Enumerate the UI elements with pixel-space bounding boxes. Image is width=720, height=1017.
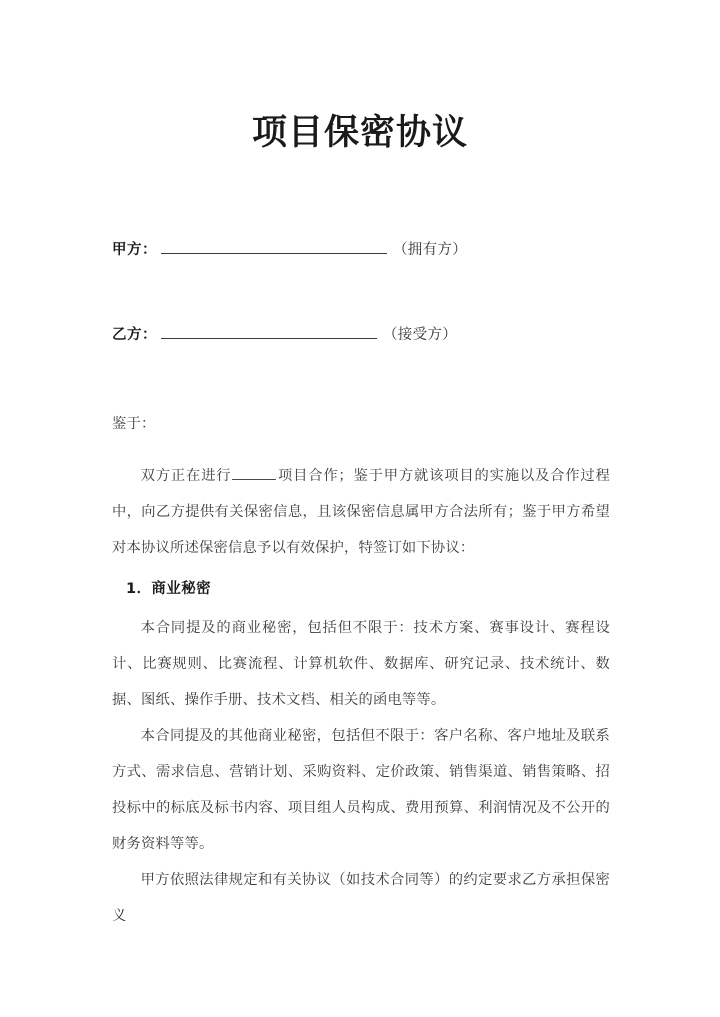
whereas-label: 鉴于： bbox=[112, 416, 156, 432]
section-1-number: 1． bbox=[126, 581, 152, 597]
section-1-paragraph-3: 甲方依照法律规定和有关协议（如技术合同等）的约定要求乙方承担保密义 bbox=[112, 872, 610, 924]
party-b-note: （接受方） bbox=[383, 327, 457, 343]
party-b-blank-field[interactable] bbox=[161, 323, 377, 339]
project-name-blank-field[interactable] bbox=[232, 465, 276, 480]
party-a-blank-field[interactable] bbox=[161, 238, 387, 254]
party-a-note: （拥有方） bbox=[393, 242, 467, 258]
whereas-paragraph bbox=[112, 458, 610, 566]
party-a-label: 甲方： bbox=[112, 242, 157, 258]
page-title: 项目保密协议 bbox=[251, 113, 468, 153]
section-1-title: 商业秘密 bbox=[151, 581, 211, 597]
party-a-row bbox=[112, 238, 612, 262]
section-1-heading bbox=[112, 574, 610, 604]
party-b-label: 乙方： bbox=[112, 327, 157, 343]
section-1-paragraph-2: 本合同提及的其他商业秘密，包括但不限于：客户名称、客户地址及联系方式、需求信息、营销计划、采购资料、定价政策、销售渠道、销售策略、招投标中的标底及标书内容、项目组人员构成、费用预算、利润情况及不公开的财务资料等等。 bbox=[112, 728, 610, 852]
section-1-paragraph-1: 本合同提及的商业秘密，包括但不限于：技术方案、赛事设计、赛程设计、比赛规则、比赛流程、计算机软件、数据库、研究记录、技术统计、数据、图纸、操作手册、技术文档、相关的函电等等。 bbox=[112, 620, 610, 708]
whereas-text-before-blank: 双方正在进行 bbox=[140, 468, 232, 484]
whereas-text-after-blank: 项目合作；鉴于甲方就该项目的实施以及合作过程中，向乙方提供有关保密信息，且该保密信息属甲方合法所有；鉴于甲方希望对本协议所述保密信息予以有效保护，特签订如下协议： bbox=[112, 468, 610, 556]
party-b-row bbox=[112, 323, 612, 347]
